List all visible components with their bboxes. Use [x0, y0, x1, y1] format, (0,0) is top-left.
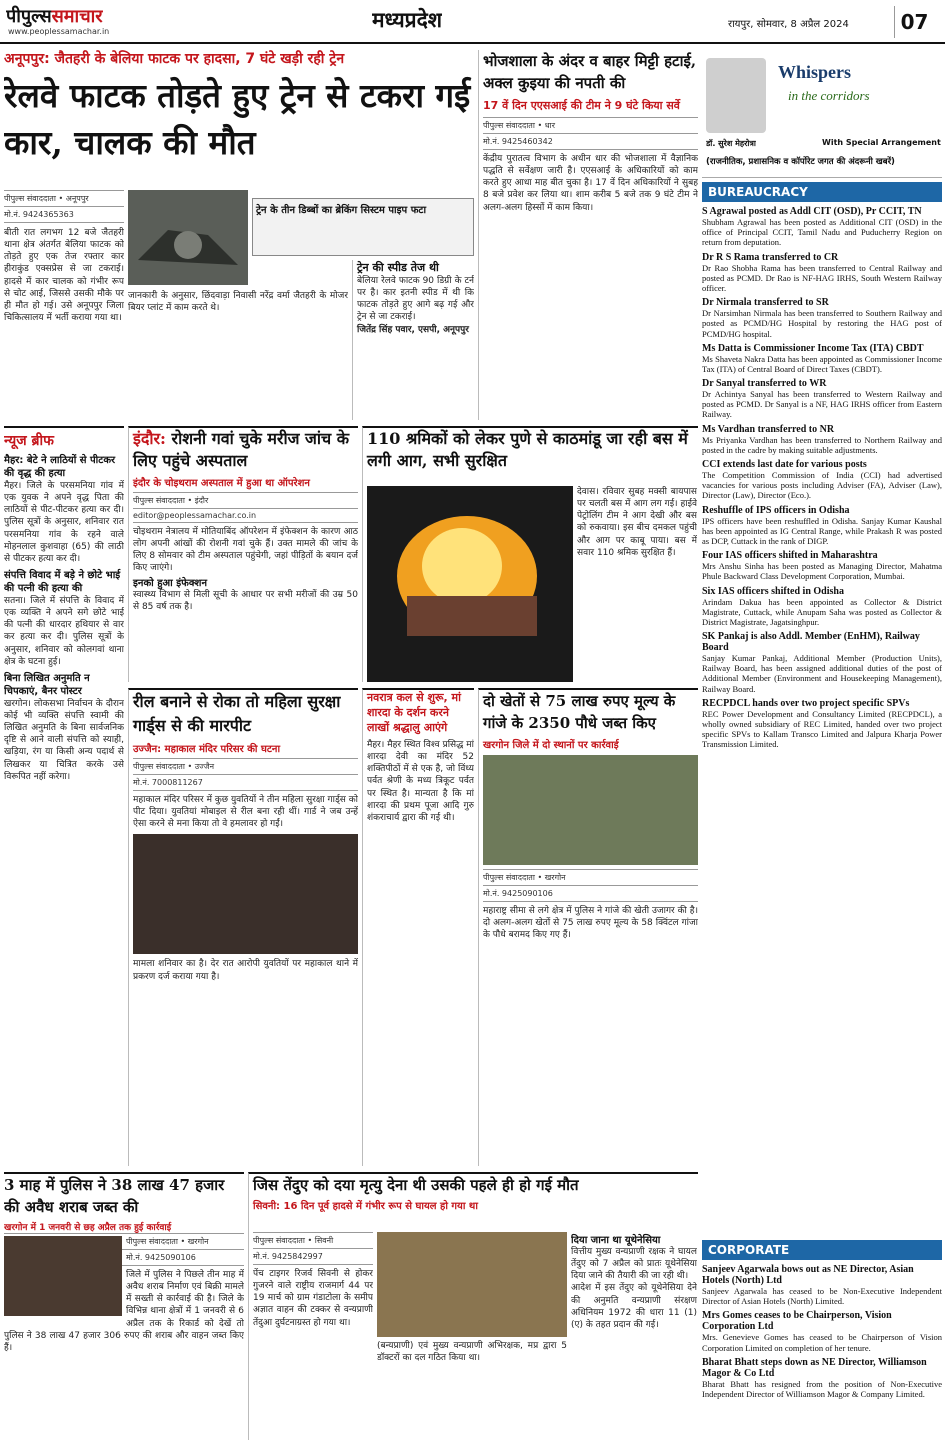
edition-date: रायपुर, सोमवार, 8 अप्रैल 2024 — [728, 19, 849, 30]
news-brief-title: मैहर: बेटे ने लाठियों से पीटकर की वृद्ध की हत्या — [4, 455, 116, 479]
whispers-box — [702, 48, 942, 178]
ganja-body: महाराष्ट्र सीमा से लगे क्षेत्र में पुलिस ने गांजे की खेती उजागर की है। दो अलग-अलग खेतों से 75 लाख रुपए मूल्य के 58 क्विंटल गांजा के पौधे बरामद किए गए हैं। — [483, 906, 698, 941]
bus-headline: 110 श्रमिकों को लेकर पुणे से काठमांडू जा रही बस में लगी आग, सभी सुरक्षित — [367, 429, 688, 470]
bureaucracy-list — [702, 206, 942, 750]
bhoj-phone: मो.नं. 9425460342 — [483, 134, 698, 150]
whispers-title: Whispers — [778, 62, 852, 82]
news-brief — [4, 426, 124, 1166]
liquor-photo — [4, 1236, 122, 1316]
leopard-deck: सिवनी: 16 दिन पूर्व हादसे में गंभीर रूप से घायल हो गया था — [253, 1201, 478, 1212]
lead-subbox — [252, 198, 474, 256]
masthead — [0, 0, 945, 44]
section-title: मध्यप्रदेश — [372, 7, 443, 32]
leopard-body: पेंच टाइगर रिजर्व सिवनी से होकर गुजरने वाले राष्ट्रीय राजमार्ग 44 पर 19 मार्च को ग्राम गंडाटोला के समीप अज्ञात वाहन की टक्कर से वन्यप्राणी तेंदुआ दुर्घटनाग्रस्त हो गया था। — [253, 1269, 373, 1328]
lead-caption: जानकारी के अनुसार, छिंदवाड़ा निवासी नरेंद्र वर्मा जैतहरी के मोजर बियर प्लांट में काम करते थे। — [128, 291, 348, 314]
corporate-item-body: Bharat Bhatt has resigned from the position of Non-Executive Independent Director of Williamson Magor & Company Limited. — [702, 1378, 942, 1399]
corporate-item-body: Mrs. Genevieve Gomes has ceased to be Chairperson of Vision Corporation Limited on completion of her tenure. — [702, 1332, 942, 1353]
corporate-item-title: Sanjeev Agarwala bows out as NE Director, Asian Hotels (North) Ltd — [702, 1264, 914, 1286]
fire-image — [367, 486, 573, 682]
news-brief-title: संपत्ति विवाद में बड़े ने छोटे भाई की पत्नी की हत्या की — [4, 569, 121, 594]
bhoj-deck: 17 वें दिन एएसआई की टीम ने 9 घंटे किया सर्वे — [483, 99, 680, 112]
bhoj-headline: भोजशाला के अंदर व बाहर मिट्टी हटाई, अक्ल कुइया की नपती की — [483, 52, 697, 92]
bureau-item-title: Six IAS officers shifted in Odisha — [702, 585, 844, 597]
whispers-tag: (राजनीतिक, प्रशासनिक व कॉर्पोरेट जगत की अंदरूनी खबरें) — [706, 157, 895, 167]
leopard-photo — [377, 1232, 567, 1337]
bureau-item-title: Ms Vardhan transferred to NR — [702, 423, 835, 435]
corporate-item-title: Bharat Bhatt steps down as NE Director, Williamson Magor & Co Ltd — [702, 1356, 927, 1379]
liquor-body: जिले में पुलिस ने पिछले तीन माह में अवैध शराब निर्माण एवं बिक्री मामले में सख्ती से कार्रवाई की है। जिले के विभिन्न थाना क्षेत्रों में 1 जनवरी से 6 अप्रैल तक के रिकार्ड को देखें तो पुलिस ने 38 लाख 47 हजार 306 रुपए की शराब और वाहन जब्त किए हैं। — [4, 1270, 244, 1353]
lead-phone: मो.नं. 9424365363 — [4, 207, 124, 223]
indore-headline: रोशनी गवां चुके मरीज जांच के लिए पहुंचे अस्पताल — [133, 429, 350, 470]
corporate-label: CORPORATE — [702, 1240, 942, 1260]
news-brief-title: बिना लिखित अनुमति न चिपकाएं, बैनर पोस्टर — [4, 672, 90, 697]
lead-story-head — [4, 50, 474, 210]
ujjain-body2: मामला शनिवार का है। देर रात आरोपी युवतियों पर महाकाल थाने में प्रकरण दर्ज कराया गया है। — [133, 959, 358, 982]
bureau-item-body: Arindam Dakua has been appointed as Collector & District Magistrate, Cuttack, while Anupam Saha was posted as Collector & District Magistrate, Jagatsinghpur. — [702, 596, 942, 627]
ganja-headline: दो खेतों से 75 लाख रुपए मूल्य के गांजे के 2350 पौधे जब्त किए — [483, 692, 676, 732]
ganja-deck: खरगोन जिले में दो स्थानों पर कार्रवाई — [483, 740, 619, 751]
website-url: www.peoplessamachar.in — [8, 27, 110, 36]
leopard-phone: मो.नं. 9425842997 — [253, 1249, 373, 1265]
leopard-side-title: दिया जाना था यूथेनेसिया — [571, 1235, 661, 1246]
bureau-item-body: Shubham Agrawal has been posted as Additional CIT (OSD) in the office of Principal CCIT, Tamil Nadu and Puducherry Region on return from deputation. — [702, 217, 942, 248]
bureau-item-body: Dr Achintya Sanyal has been transferred to Western Railway and posted as PCMD. Dr Sanyal is a NF, HAG IRHS officer from Eastern Railway. — [702, 389, 942, 420]
bureau-item-title: Dr Nirmala transferred to SR — [702, 297, 829, 309]
speed-title: ट्रेन की स्पीड तेज थी — [357, 261, 439, 274]
page-number: 07 — [894, 6, 934, 38]
bus-fire-story — [362, 426, 698, 682]
liquor-deck: खरगोन में 1 जनवरी से छह अप्रैल तक हुई कार्रवाई — [4, 1223, 172, 1233]
indore-email: editor@peoplessamachar.co.in — [133, 509, 358, 523]
bureau-item-body: Ms Priyanka Vardhan has been transferred to Northern Railway and posted in the cadre by making suitable adjustments. — [702, 434, 942, 455]
bureau-item-title: Four IAS officers shifted in Maharashtra — [702, 550, 878, 562]
lead-photo — [128, 190, 248, 285]
leopard-side-body: वित्तीय मुख्य वन्यप्राणी रक्षक ने घायल तेंदुए को 7 अप्रैल को प्रातः यूथेनेसिया दिया जाने की तैयारी की जा रही थी। — [571, 1247, 697, 1282]
whispers-author: डॉ. सुरेश मेहरोत्रा — [706, 139, 756, 148]
liquor-byline: पीपुल्स संवाददाता • खरगोन — [4, 1233, 244, 1250]
ujjain-photo — [133, 834, 358, 954]
bhoj-byline: पीपुल्स संवाददाता • धार — [483, 117, 698, 134]
navratra-story — [362, 688, 474, 1166]
indore-subhead: इनको हुआ इंफेक्शन — [133, 577, 208, 589]
leopard-side — [571, 1232, 697, 1440]
whispers-subtitle: in the corridors — [788, 88, 870, 103]
bureau-item-body: REC Power Development and Consultancy Limited (RECPDCL), a wholly owned subsidiary of REC Limited, handed over two project specific SPVs to Kallam Transco Limited and Jalpura Kharja Power Transmission Limited. — [702, 708, 942, 750]
bureau-item-body: Sanjay Kumar Pankaj, Additional Member (Production Units), Railway Board, has been assigned additional duties of the post of Additional Member (Environment and Housekeeping Management), Railway Board. — [702, 653, 942, 694]
bureau-item-title: CCI extends last date for various posts — [702, 459, 867, 470]
ujjain-story — [128, 688, 358, 1166]
liquor-phone: मो.नं. 9425090106 — [4, 1250, 244, 1266]
news-brief-body: सतना। जिले में संपत्ति के विवाद में एक व्यक्ति ने अपने सगे छोटे भाई की पत्नी की धारदार हथियार से वार कर हत्या कर दी। पुलिस सूत्रों के अनुसार, शनिवार को कोलगवां थाना क्षेत्र के घटना हुई। — [4, 595, 124, 667]
ganja-byline: पीपुल्स संवाददाता • खरगोन — [483, 869, 698, 886]
lead-subhead: ट्रेन के तीन डिब्बों का ब्रेकिंग सिस्टम पाइप फटा — [256, 205, 427, 216]
indore-kicker: इंदौर: — [133, 429, 166, 448]
car-wreck-photo — [128, 190, 248, 285]
avatar — [706, 58, 766, 133]
ganja-story — [478, 688, 698, 1166]
corporate-item-body: Sanjeev Agarwala has ceased to be Non-Executive Independent Director of Asian Hotels (North) Limited. — [702, 1286, 942, 1307]
whispers-arr: With Special Arrangement — [822, 138, 941, 147]
indore-byline: पीपुल्स संवाददाता • इंदौर — [133, 492, 358, 509]
bus-body: देवास। रविवार सुबह मक्सी बायपास पर चलती बस में आग लग गई। हाईवे पेट्रोलिंग टीम ने आग देखी और बस को रुकवाया। इस बीच दमकल पहुंची और आग पर काबू पाया। बस में सवार 110 श्रमिक सुरक्षित हैं। — [577, 487, 697, 558]
bureau-item-body: The Competition Commission of India (CCI) had advertised vacancies for various posts including Adviser (FA), Adviser (Law), Director (Law), Director (Eco.). — [702, 470, 942, 501]
newspaper-logo: पीपुल्ससमाचार — [6, 6, 103, 27]
news-brief-list — [4, 454, 124, 783]
ujjain-deck: उज्जैन: महाकाल मंदिर परिसर की घटना — [133, 744, 281, 755]
lead-kicker: अनूपपुर: जैतहरी के बेलिया फाटक पर हादसा, 7 घंटे खड़ी रही ट्रेन — [4, 51, 345, 67]
bureau-item-title: Reshuffle of IPS officers in Odisha — [702, 504, 850, 516]
speed-sign: जितेंद्र सिंह पवार, एसपी, अनूपपुर — [357, 324, 469, 335]
corporate-column — [702, 1240, 942, 1440]
bureau-item-body: Ms Shaveta Nakra Datta has been appointed as Commissioner Income Tax (ITA) of Central Board of Direct Taxes (CBDT). — [702, 353, 942, 374]
bureau-item-title: Ms Datta is Commissioner Income Tax (ITA) CBDT — [702, 342, 924, 354]
indore-story — [128, 426, 358, 682]
ujjain-byline: पीपुल्स संवाददाता • उज्जैन — [133, 758, 358, 775]
speed-body: बेलिया रेलवे फाटक 90 डिग्री के टर्न पर है। कार इतनी स्पीड में थी कि फाटक तोड़ते हुए आगे बढ़ गई और ट्रेन से जा टकराई। — [357, 276, 474, 323]
indore-body2: स्वास्थ्य विभाग से मिली सूची के आधार पर सभी मरीजों की उम्र 50 से 85 वर्ष तक है। — [133, 589, 358, 612]
leopard-headline: जिस तेंदुए को दया मृत्यु देना थी उसकी पहले ही हो गई मौत — [253, 1176, 579, 1194]
news-brief-label: न्यूज ब्रीफ — [4, 433, 54, 449]
news-brief-body: खरगोन। लोकसभा निर्वाचन के दौरान कोई भी व्यक्ति संपत्ति स्वामी की लिखित अनुमति के बिना सार्वजनिक दृष्टि से आने वाली संपत्ति को स्याही, खड़िया, रंग या किसी अन्य पदार्थ से लिखकर या चित्रित करके उसे विरूपित नहीं करेगा। — [4, 698, 124, 782]
leopard-byline: पीपुल्स संवाददाता • सिवनी — [253, 1232, 373, 1249]
ujjain-body: महाकाल मंदिर परिसर में कुछ युवतियों ने तीन महिला सुरक्षा गार्ड्स को पीट दिया। युवतियां मोबाइल से रील बना रही थीं। गार्ड ने जब उन्हें ऐसा करने से मना किया तो वे हमलावर हो गईं। — [133, 795, 358, 830]
navratra-body: मैहर। मैहर स्थित विश्व प्रसिद्ध मां शारदा देवी का मंदिर 52 शक्तिपीठों में से एक है, जो विंध्य पर्वत श्रेणी के मध्य त्रिकूट पर्वत पर स्थित है। मान्यता है कि मां शारदा की प्रथम पूजा आदि गुरु शंकराचार्य द्वारा की गई थी। — [367, 740, 474, 823]
bhojshala-story — [478, 50, 698, 420]
bhoj-body: केंद्रीय पुरातत्व विभाग के अधीन धार की भोजशाला में वैज्ञानिक पद्धति से सर्वेक्षण जारी है। एएसआई के अधिकारियों को काम करते हुए आधा माह बीत चुका है। 17 वें दिन अधिकारियों ने सुबह 8 बजे प्रवेश कर लिया था। शाम करीब 5 बजे तक 9 घंटे टीम ने अलग-अलग हिस्सों में काम किया। — [483, 154, 698, 213]
speed-box — [352, 260, 474, 420]
bureau-item-body: Mrs Anshu Sinha has been posted as Managing Director, Mahatma Phule Backward Class Development Corporation, Mumbai. — [702, 561, 942, 582]
indore-body: चोइथराम नेत्रालय में मोतियाबिंद ऑपरेशन में इंफेक्शन के कारण आठ लोग अपनी आंखों की रोशनी गवां चुके हैं। उक्त मामले की जांच के लिए 8 सोमवार को टीम अस्पताल पहुंचेगी, जहां पीड़ितों के बयान दर्ज किए जाएंगे। — [133, 527, 358, 574]
lead-byline: पीपुल्स संवाददाता • अनूपपुर — [4, 190, 124, 207]
navratra-headline: नवरात्र कल से शुरू, मां शारदा के दर्शन करने लाखों श्रद्धालु आएंगे — [367, 691, 461, 734]
ganja-phone: मो.नं. 9425090106 — [483, 886, 698, 902]
bureau-item-title: Dr R S Rama transferred to CR — [702, 251, 839, 263]
bureau-item-body: IPS officers have been reshuffled in Odisha. Sanjay Kumar Kaushal has been appointed as IG Central Range, while Prakash R was posted as DCP, Cuttack in the rank of DIGP. — [702, 515, 942, 546]
indore-deck: इंदौर के चोइथराम अस्पताल में हुआ था ऑपरेशन — [133, 478, 310, 489]
bureau-item-title: Dr Sanyal transferred to WR — [702, 378, 827, 390]
leopard-caption: (बन्यप्राणी) एवं मुख्य वन्यप्राणी अभिरक्षक, मप्र द्वारा 5 डॉक्टरों का दल गठित किया था। — [377, 1341, 567, 1364]
bureaucracy-label: BUREAUCRACY — [702, 182, 942, 202]
bureau-item-title: S Agrawal posted as Addl CIT (OSD), Pr CCIT, TN — [702, 206, 922, 217]
leopard-col1 — [253, 1232, 373, 1440]
liquor-story — [4, 1172, 244, 1440]
bureaucracy-column — [702, 182, 942, 1232]
bus-fire-photo — [367, 486, 573, 682]
corporate-list — [702, 1264, 942, 1399]
bureau-item-title: SK Pankaj is also Addl. Member (EnHM), Railway Board — [702, 631, 920, 654]
bureau-item-body: Dr Narsimhan Nirmala has been transferred to Southern Railway and posted as PCMD/HG Hospital by restoring the HAG post of PCMD/HG hospital. — [702, 308, 942, 339]
lead-body: बीती रात लगभग 12 बजे जैतहरी थाना क्षेत्र अंतर्गत बेलिया फाटक को तोड़ते हुए एक तेज रफ्तार कार हीराकुंड एक्सप्रेस से जा टकराई। हादसे में कार चालक को गंभीर रूप से चोट आई, जिससे उसकी मौके पर ही मौत हो गई। उसे अनूपपुर जिला चिकित्सालय में भर्ती कराया गया था। — [4, 228, 124, 323]
news-brief-body: मैहर। जिले के परसमनिया गांव में एक युवक ने अपने वृद्ध पिता की लाठियों से पीट-पीटकर हत्या कर दी। पुलिस सूत्रों के अनुसार, शनिवार रात परसमनिया गांव के रहने वाले मोहनलाल कुशवाहा (65) की लाठी से पीटकर हत्या कर दी। — [4, 481, 124, 564]
corporate-item-title: Mrs Gomes ceases to be Chairperson, Vision Corporation Ltd — [702, 1310, 892, 1333]
ganja-photo — [483, 755, 698, 865]
leopard-story — [248, 1172, 698, 1440]
liquor-headline: 3 माह में पुलिस ने 38 लाख 47 हजार की अवैध शराब जब्त की — [4, 1176, 225, 1216]
lead-col1 — [4, 190, 124, 420]
ujjain-phone: मो.नं. 7000811267 — [133, 775, 358, 791]
ujjain-headline: रील बनाने से रोका तो महिला सुरक्षा गार्ड्स से की मारपीट — [133, 692, 341, 735]
leopard-body2: आदेश में इस तेंदुए को यूथेनेसिया देने की अनुमति वन्यप्राणी संरक्षण अधिनियम 1972 की धारा 11 (1) (ए) के तहत प्रदान की गई। — [571, 1283, 697, 1330]
bureau-item-title: RECPDCL hands over two project specific SPVs — [702, 697, 910, 709]
lead-headline: रेलवे फाटक तोड़ते हुए ट्रेन से टकरा गई कार, चालक की मौत — [4, 76, 471, 162]
bureau-item-body: Dr Rao Shobha Rama has been transferred to Central Railway and posted as PCMD. Dr Rao is NF-HAG IRHS, South Western Railway officer. — [702, 262, 942, 293]
